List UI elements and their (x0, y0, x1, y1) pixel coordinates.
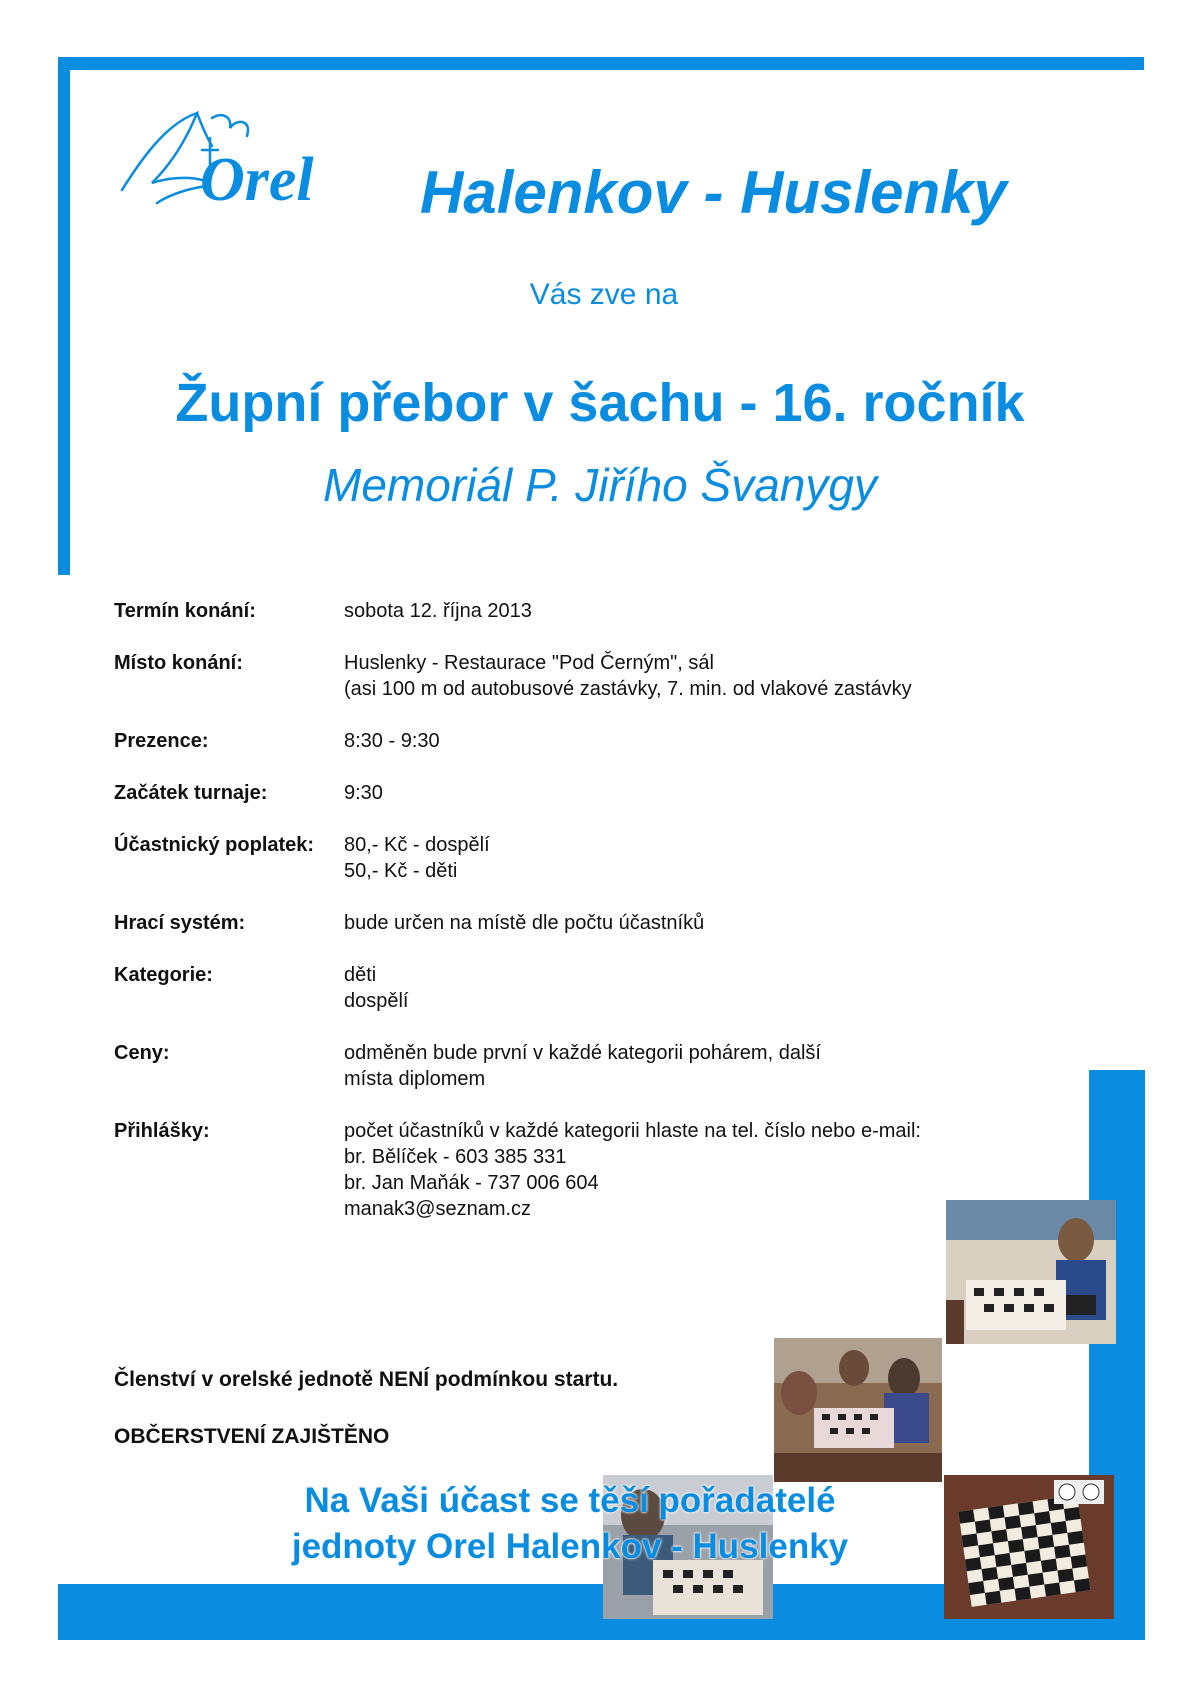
closing-line-2: jednoty Orel Halenkov - Huslenky (291, 1527, 849, 1566)
info-label: Termín konání: (114, 600, 256, 622)
refreshment-note: OBČERSTVENÍ ZAJIŠTĚNO (114, 1425, 390, 1448)
info-value (344, 780, 383, 806)
info-value-line: br. Bělíček - 603 385 331 (344, 1146, 567, 1168)
closing-message (220, 1478, 920, 1570)
membership-note: Členství v orelské jednotě NENÍ podmínkou startu. (114, 1368, 619, 1391)
info-value-line: dospělí (344, 990, 409, 1012)
info-value-line: manak3@seznam.cz (344, 1198, 532, 1220)
info-value-line: sobota 12. října 2013 (344, 600, 532, 622)
info-value-line: počet účastníků v každé kategorii hlaste na tel. číslo nebo e-mail: (344, 1120, 921, 1142)
info-value (344, 650, 912, 702)
info-value-line: 9:30 (344, 782, 383, 804)
chess-photo-player-with-clock (946, 1200, 1116, 1344)
info-value (344, 598, 532, 624)
organization-name: Halenkov - Huslenky (420, 159, 1007, 226)
info-value-line: 8:30 - 9:30 (344, 730, 440, 752)
top-border-bar (58, 57, 1144, 70)
orel-logo (112, 108, 402, 228)
chess-photo-board-closeup (944, 1475, 1114, 1619)
chess-photo-group-game (774, 1338, 942, 1482)
info-value-line: 80,- Kč - dospělí (344, 834, 490, 856)
info-value-line: odměněn bude první v každé kategorii pohárem, další (344, 1042, 821, 1064)
info-value (344, 1118, 921, 1222)
info-value (344, 910, 704, 936)
info-label: Účastnický poplatek: (114, 834, 315, 856)
info-value-line: (asi 100 m od autobusové zastávky, 7. min. od vlakové zastávky (344, 678, 912, 700)
info-value (344, 832, 490, 884)
info-label: Místo konání: (114, 652, 243, 674)
info-value-line: bude určen na místě dle počtu účastníků (344, 912, 705, 934)
closing-line-1: Na Vaši účast se těší pořadatelé (304, 1481, 836, 1520)
logo-wordmark: Orel (200, 146, 314, 214)
info-label: Kategorie: (114, 964, 213, 986)
info-value (344, 728, 440, 754)
info-label: Začátek turnaje: (114, 782, 268, 804)
invitation-text: Vás zve na (529, 278, 679, 311)
info-value (344, 962, 409, 1014)
info-label: Hrací systém: (114, 912, 246, 934)
info-value-line: br. Jan Maňák - 737 006 604 (344, 1172, 599, 1194)
info-label: Ceny: (114, 1042, 170, 1064)
info-value-line: děti (344, 964, 377, 986)
info-value-line: místa diplomem (344, 1068, 486, 1090)
event-subtitle: Memoriál P. Jiřího Švanygy (323, 459, 877, 511)
event-title: Župní přebor v šachu - 16. ročník (175, 373, 1025, 433)
info-label: Prezence: (114, 730, 209, 752)
info-value-line: Huslenky - Restaurace "Pod Černým", sál (344, 652, 714, 674)
info-label: Přihlášky: (114, 1120, 210, 1142)
info-value (344, 1040, 821, 1092)
info-value-line: 50,- Kč - děti (344, 860, 458, 882)
